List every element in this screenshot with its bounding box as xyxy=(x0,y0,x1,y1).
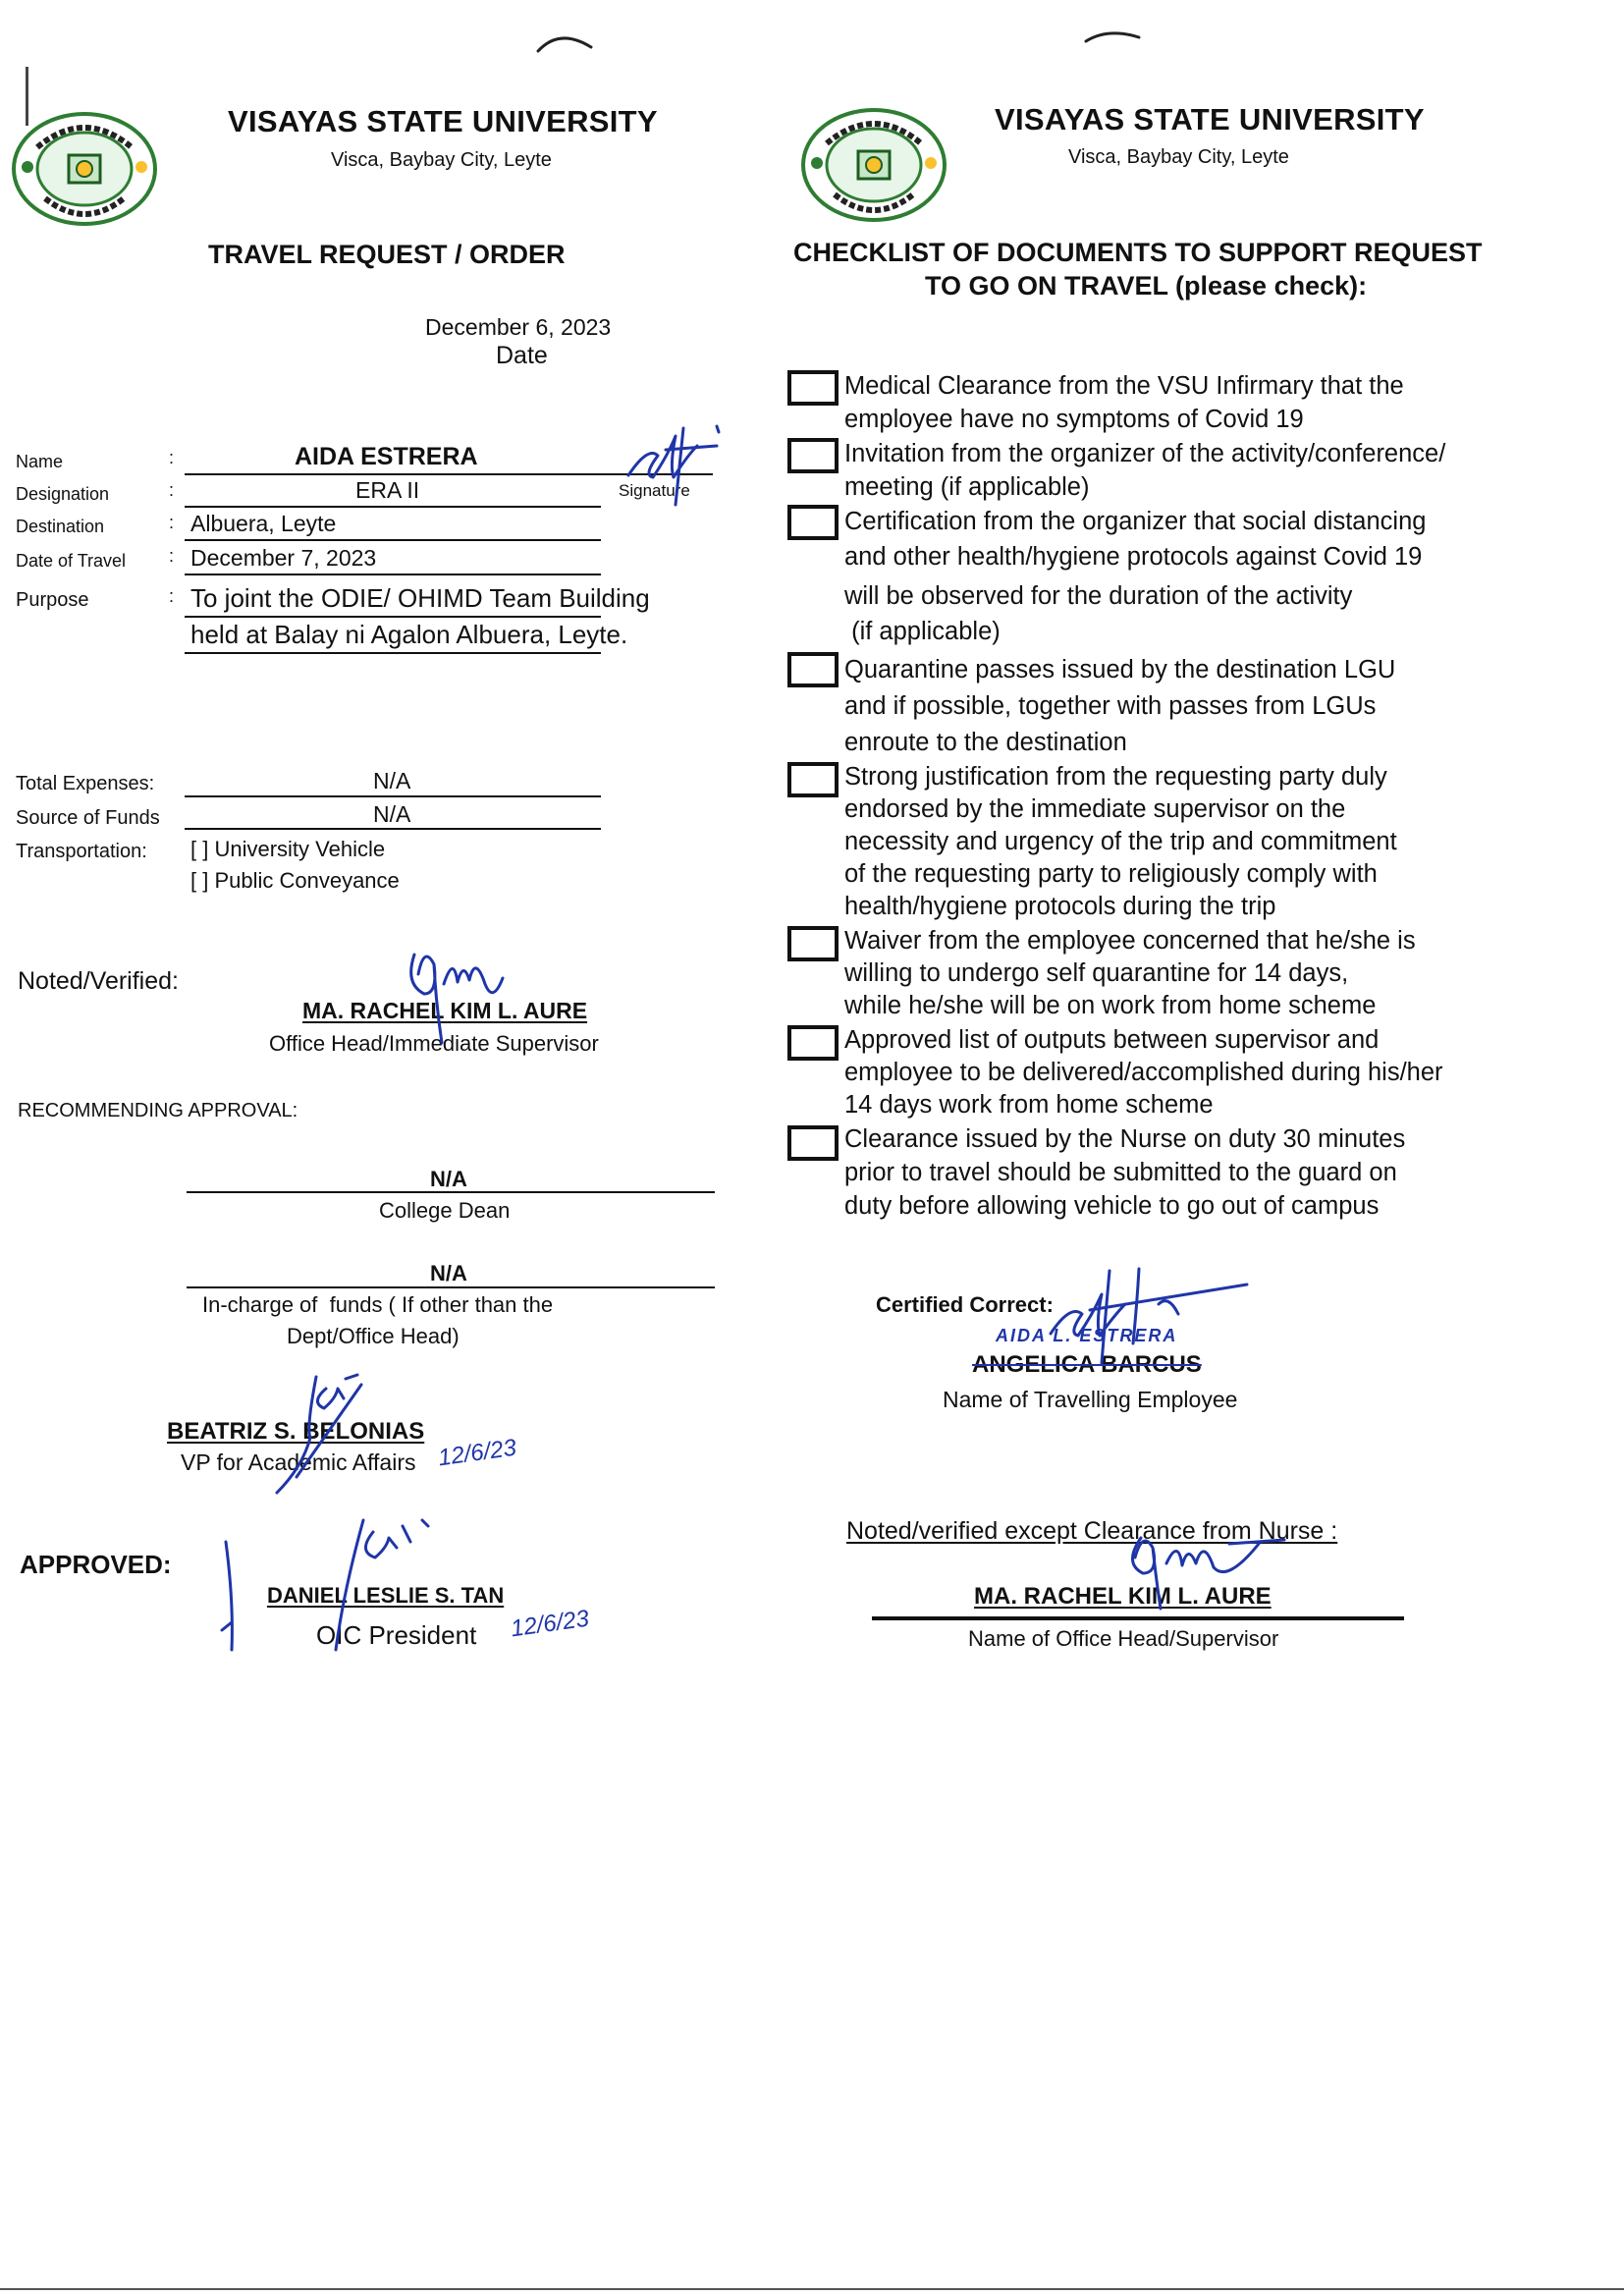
destination-line xyxy=(185,539,601,541)
total-expenses-label: Total Expenses: xyxy=(16,773,155,794)
left-university-name: VISAYAS STATE UNIVERSITY xyxy=(228,104,658,138)
designation-label: Designation xyxy=(16,484,110,504)
page-bottom-rule xyxy=(0,2288,1624,2290)
name-label: Name xyxy=(16,452,64,471)
designation-line xyxy=(185,506,601,508)
checklist-item-4: Quarantine passes issued by the destination LGU and if possible, together with passes from LGUs enroute to the destination xyxy=(844,656,1396,756)
scan-mark-icon xyxy=(1078,24,1147,53)
checklist-box-4[interactable] xyxy=(787,652,839,687)
signature-label: Signature xyxy=(619,481,690,500)
designation-colon: : xyxy=(169,480,175,500)
purpose-underline-1 xyxy=(185,616,601,618)
checklist-item-2: Invitation from the organizer of the activity/conference/ meeting (if applicable) xyxy=(844,440,1446,501)
traveller-struck-name: ANGELICA BARCUS xyxy=(972,1351,1202,1378)
purpose-colon: : xyxy=(169,586,175,606)
total-expenses-value: N/A xyxy=(373,768,411,793)
designation-value: ERA II xyxy=(355,477,420,503)
dean-value: N/A xyxy=(430,1167,467,1191)
name-value: AIDA ESTRERA xyxy=(295,443,478,470)
traveller-title: Name of Travelling Employee xyxy=(943,1387,1238,1412)
date-of-travel-value: December 7, 2023 xyxy=(190,545,377,571)
purpose-line-2: held at Balay ni Agalon Albuera, Leyte. xyxy=(190,620,628,649)
source-of-funds-line xyxy=(185,828,601,830)
right-seal xyxy=(799,106,948,224)
funds-title-line-2: Dept/Office Head) xyxy=(287,1324,460,1348)
checklist-item-1: Medical Clearance from the VSU Infirmary that the employee have no symptoms of Covid 19 xyxy=(844,372,1404,433)
destination-value: Albuera, Leyte xyxy=(190,511,337,536)
noted-supervisor-title: Office Head/Immediate Supervisor xyxy=(269,1031,599,1056)
checklist-box-1[interactable] xyxy=(787,370,839,406)
form-title: TRAVEL REQUEST / ORDER xyxy=(208,240,566,269)
name-line xyxy=(185,473,713,475)
funds-title-line-1: In-charge of funds ( If other than the xyxy=(202,1292,554,1317)
scan-mark-icon xyxy=(530,27,599,57)
vp-title: VP for Academic Affairs xyxy=(181,1449,416,1475)
request-date-label: Date xyxy=(496,342,548,369)
supervisor-title: Name of Office Head/Supervisor xyxy=(968,1626,1279,1651)
request-date: December 6, 2023 xyxy=(425,314,612,340)
checklist-item-8: Clearance issued by the Nurse on duty 30 minutes prior to travel should be submitted to the guard on duty before allowing vehicle to go out of campus xyxy=(844,1125,1406,1220)
checklist-title-line-1: CHECKLIST OF DOCUMENTS TO SUPPORT REQUEST xyxy=(793,238,1483,267)
checklist-item-7: Approved list of outputs between supervisor and employee to be delivered/accomplished during his/her 14 days work from home scheme xyxy=(844,1026,1443,1119)
approved-label: APPROVED: xyxy=(20,1550,172,1579)
traveller-handwritten-name: AIDA L. ESTRERA xyxy=(996,1326,1178,1345)
noted-supervisor-name: MA. RACHEL KIM L. AURE xyxy=(302,998,588,1023)
transport-option-public-conveyance[interactable]: [ ] Public Conveyance xyxy=(190,868,400,893)
recommending-approval-label: RECOMMENDING APPROVAL: xyxy=(18,1100,298,1121)
total-expenses-line xyxy=(185,795,601,797)
purpose-label: Purpose xyxy=(16,589,89,611)
dean-line xyxy=(187,1191,715,1193)
noted-except-label: Noted/verified except Clearance from Nurse : xyxy=(846,1517,1338,1545)
right-university-address: Visca, Baybay City, Leyte xyxy=(1068,146,1289,168)
checklist-item-6: Waiver from the employee concerned that he/she is willing to undergo self quarantine for 14 days, while he/she will be on work from home scheme xyxy=(844,927,1416,1019)
noted-verified-label: Noted/Verified: xyxy=(18,967,179,995)
certified-correct-label: Certified Correct: xyxy=(876,1292,1054,1317)
left-seal xyxy=(10,110,159,228)
name-colon: : xyxy=(169,448,175,467)
supervisor-name: MA. RACHEL KIM L. AURE xyxy=(974,1583,1272,1610)
right-university-name: VISAYAS STATE UNIVERSITY xyxy=(995,102,1425,137)
checklist-box-8[interactable] xyxy=(787,1125,839,1161)
university-seal-icon xyxy=(799,106,948,224)
transport-option-university-vehicle[interactable]: [ ] University Vehicle xyxy=(190,837,386,861)
purpose-underline-2 xyxy=(185,652,601,654)
purpose-line-1: To joint the ODIE/ OHIMD Team Building xyxy=(190,583,650,613)
university-seal-icon xyxy=(10,110,159,228)
president-title: OIC President xyxy=(316,1620,477,1650)
checklist-item-5: Strong justification from the requesting party duly endorsed by the immediate supervisor on the necessity and urgency of the trip and commitment of the requesting party to religiously comply with health/hygiene protocols during the trip xyxy=(844,763,1397,920)
checklist-box-7[interactable] xyxy=(787,1025,839,1061)
binding-line xyxy=(26,67,28,126)
checklist-title-line-2: TO GO ON TRAVEL (please check): xyxy=(925,271,1368,301)
destination-label: Destination xyxy=(16,517,105,536)
checklist-box-3[interactable] xyxy=(787,505,839,540)
destination-colon: : xyxy=(169,513,175,532)
source-of-funds-value: N/A xyxy=(373,801,411,827)
vp-name: BEATRIZ S. BELONIAS xyxy=(167,1418,425,1445)
checklist-box-2[interactable] xyxy=(787,438,839,473)
vp-approval-date: 12/6/23 xyxy=(436,1434,518,1472)
date-of-travel-colon: : xyxy=(169,546,175,566)
funds-line xyxy=(187,1286,715,1288)
checklist-box-5[interactable] xyxy=(787,762,839,797)
checklist-box-6[interactable] xyxy=(787,926,839,961)
checklist-item-3: Certification from the organizer that social distancing and other health/hygiene protocols against Covid 19 will be observed for the duration of the activity (if applicable) xyxy=(844,508,1427,645)
left-university-address: Visca, Baybay City, Leyte xyxy=(331,149,552,171)
president-name: DANIEL LESLIE S. TAN xyxy=(267,1583,505,1608)
president-approval-date: 12/6/23 xyxy=(509,1605,591,1643)
date-of-travel-line xyxy=(185,574,601,575)
date-of-travel-label: Date of Travel xyxy=(16,551,127,571)
supervisor-line xyxy=(872,1616,1404,1620)
source-of-funds-label: Source of Funds xyxy=(16,807,160,829)
dean-title: College Dean xyxy=(379,1198,511,1223)
funds-value: N/A xyxy=(430,1261,467,1285)
transportation-label: Transportation: xyxy=(16,841,147,862)
